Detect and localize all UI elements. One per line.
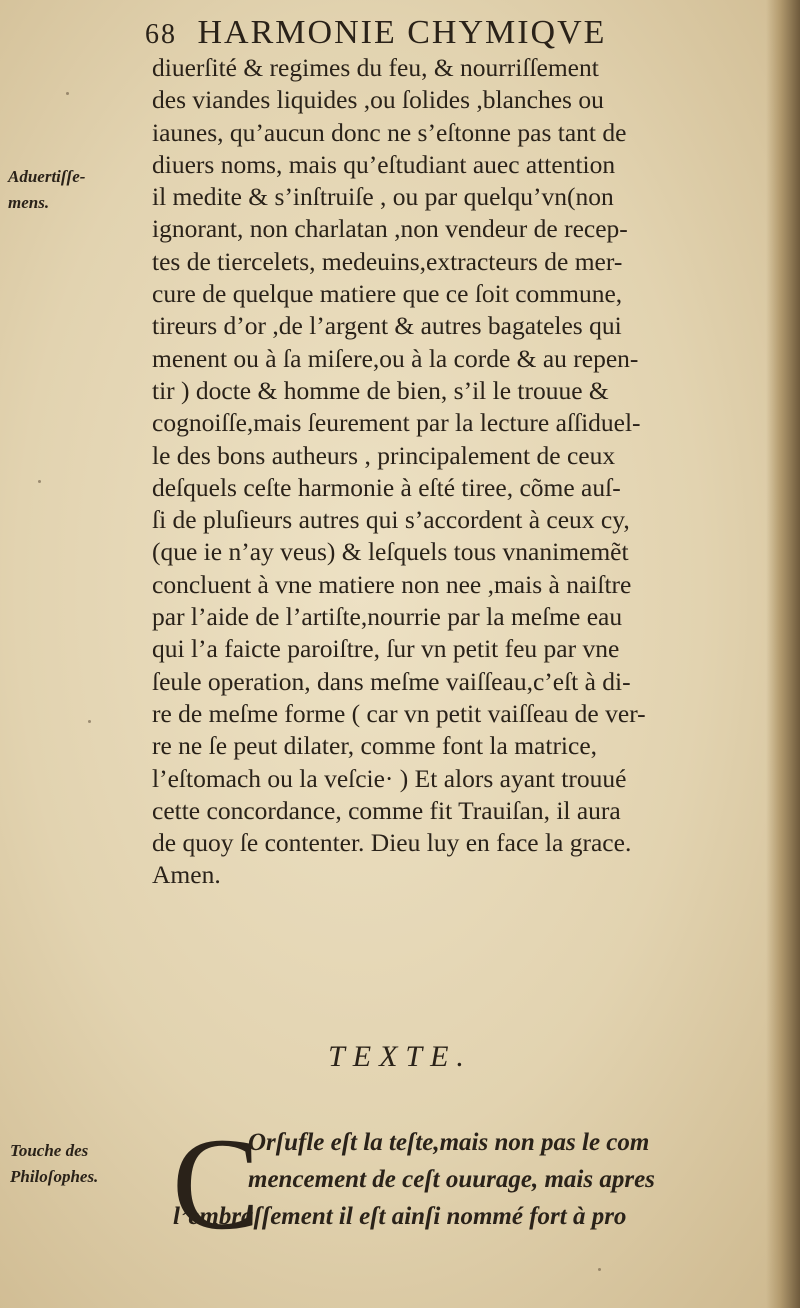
body-text bbox=[152, 52, 772, 892]
margin-note-line: mens. bbox=[8, 193, 50, 212]
text-line: Amen. bbox=[152, 860, 221, 890]
running-title: HARMONIE CHYMIQVE bbox=[197, 14, 607, 51]
text-line: par l’aide de l’artiſte,nourrie par la meſme eau bbox=[152, 602, 623, 632]
text-line: ſi de pluſieurs autres qui s’accordent à ceux cy, bbox=[152, 505, 630, 535]
margin-note-aduertissemens bbox=[8, 164, 85, 216]
paper-speck bbox=[38, 480, 41, 483]
text-line: de quoy ſe contenter. Dieu luy en face la grace. bbox=[152, 828, 632, 858]
text-line: (que ie n’ay veus) & leſquels tous vnanimemẽt bbox=[152, 537, 629, 567]
text-line: ignorant, non charlatan ,non vendeur de recep- bbox=[152, 214, 628, 244]
page-number: 68 bbox=[145, 19, 177, 50]
text-line: re ne ſe peut dilater, comme font la matrice, bbox=[152, 731, 598, 761]
text-line: iaunes, qu’aucun donc ne s’eſtonne pas tant de bbox=[152, 117, 627, 147]
text-line: ſeule operation, dans meſme vaiſſeau,c’eſt à di- bbox=[152, 666, 631, 696]
text-line: l’embraſſement il eſt ainſi nommé fort à pro bbox=[173, 1203, 627, 1230]
text-line: concluent à vne matiere non nee ,mais à naiſtre bbox=[152, 569, 632, 599]
margin-note-line: Touche des bbox=[10, 1141, 89, 1160]
margin-note-line: Aduertiſſe- bbox=[8, 167, 86, 186]
section-title: TEXTE. bbox=[328, 1040, 472, 1073]
text-line: mencement de ceſt ouurage, mais apres bbox=[248, 1166, 655, 1193]
drop-cap: C bbox=[172, 1110, 261, 1257]
text-line: qui l’a faicte paroiſtre, ſur vn petit feu par vne bbox=[152, 634, 620, 664]
text-line: des viandes liquides ,ou ſolides ,blanches ou bbox=[152, 85, 604, 115]
text-line: cette concordance, comme fit Trauiſan, il aura bbox=[152, 795, 621, 825]
text-line: diuers noms, mais qu’eſtudiant auec attention bbox=[152, 149, 616, 179]
paper-speck bbox=[66, 92, 69, 95]
text-line: le des bons autheurs , principalement de ceux bbox=[152, 440, 616, 470]
text-line: tir ) docte & homme de bien, s’il le trouue & bbox=[152, 375, 609, 405]
text-line: l’eſtomach ou la veſcie· ) Et alors ayant trouué bbox=[152, 763, 627, 793]
text-line: cure de quelque matiere que ce ſoit commune, bbox=[152, 279, 623, 309]
text-line: tireurs d’or ,de l’argent & autres bagateles qui bbox=[152, 311, 622, 341]
paper-speck bbox=[598, 1268, 601, 1271]
text-section-body bbox=[173, 1124, 788, 1235]
text-line: diuerſité & regimes du feu, & nourriſſement bbox=[152, 53, 599, 82]
running-header bbox=[145, 14, 606, 52]
text-line: re de meſme forme ( car vn petit vaiſſeau de ver- bbox=[152, 698, 646, 728]
margin-note-line: Philoſophes. bbox=[10, 1167, 99, 1186]
paper-speck bbox=[88, 720, 91, 723]
text-line: menent ou à ſa miſere,ou à la corde & au repen- bbox=[152, 343, 639, 373]
text-line: tes de tiercelets, medeuins,extracteurs de mer- bbox=[152, 246, 623, 276]
text-line: Orſufle eſt la teſte,mais non pas le com bbox=[248, 1129, 650, 1156]
text-line: cognoiſſe,mais ſeurement par la lecture aſſiduel- bbox=[152, 408, 641, 438]
margin-note-touche bbox=[10, 1138, 98, 1190]
text-line: deſquels ceſte harmonie à eſté tiree, cõme auſ- bbox=[152, 472, 621, 502]
text-line: il medite & s’inſtruiſe , ou par quelqu’vn(non bbox=[152, 182, 614, 212]
